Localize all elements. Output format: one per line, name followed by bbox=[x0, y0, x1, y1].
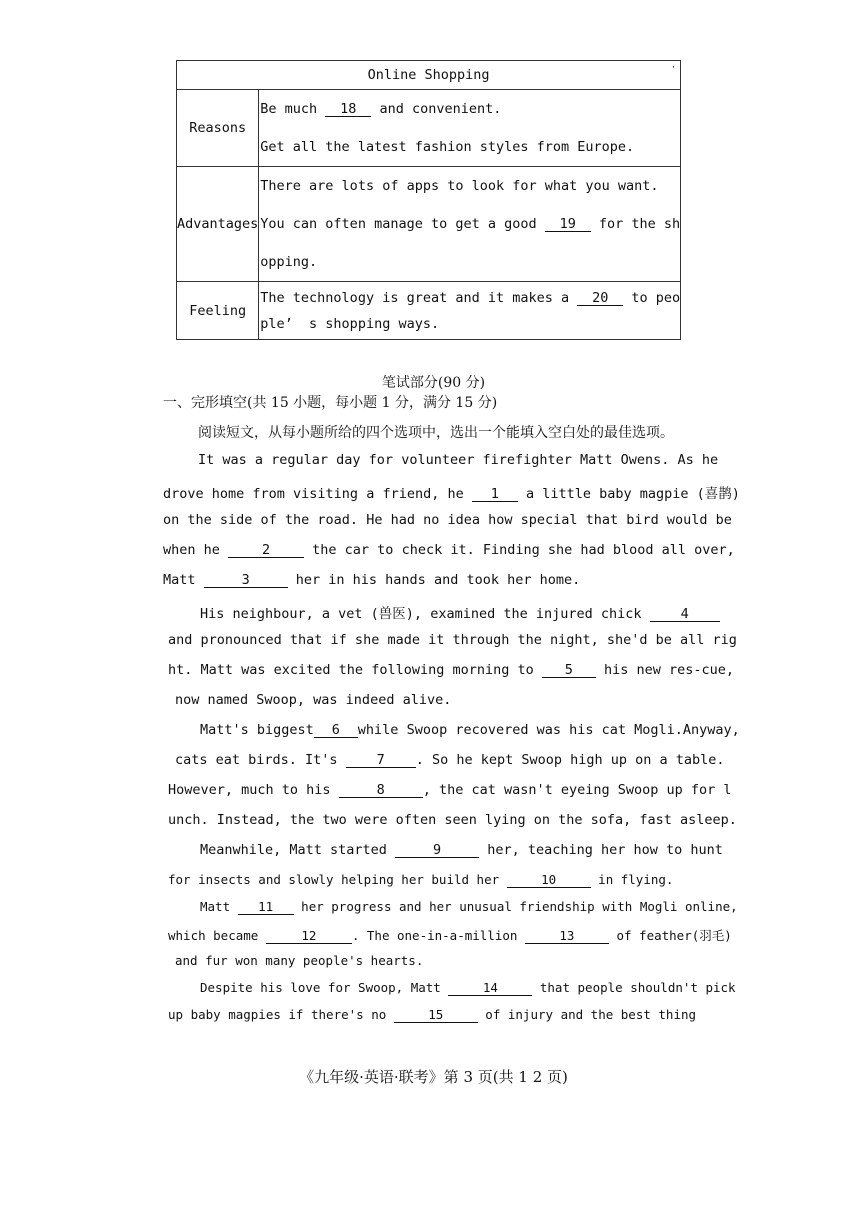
blank-18[interactable]: 18 bbox=[325, 102, 371, 117]
passage-line: up baby magpies if there's no 15 of injury and the best thing bbox=[168, 1007, 697, 1022]
blank-11[interactable]: 11 bbox=[238, 900, 294, 915]
blank-12[interactable]: 12 bbox=[266, 929, 352, 944]
blank-10[interactable]: 10 bbox=[507, 873, 591, 888]
row-content-advantages bbox=[259, 167, 681, 282]
passage-line: drove home from visiting a friend, he 1 a little baby magpie (喜鹊) bbox=[163, 486, 740, 502]
table-row bbox=[177, 90, 681, 167]
passage-line: for insects and slowly helping her build her 10 in flying. bbox=[168, 872, 674, 887]
table-title: Online Shopping bbox=[367, 67, 490, 83]
blank-7[interactable]: 7 bbox=[346, 753, 416, 768]
section-heading: 一、完形填空(共 15 小题，每小题 1 分，满分 15 分) bbox=[163, 395, 498, 411]
row-content-feeling bbox=[259, 282, 681, 340]
table-line: ple’ s shopping ways. bbox=[260, 315, 440, 332]
passage-line: and fur won many people's hearts. bbox=[175, 953, 424, 968]
passage-line: Matt 11 her progress and her unusual friendship with Mogli online, bbox=[200, 899, 738, 914]
passage-line: It was a regular day for volunteer firefighter Matt Owens. As he bbox=[198, 452, 719, 468]
table-line: You can often manage to get a good 19 for the sh bbox=[260, 216, 681, 232]
passage-line: when he 2 the car to check it. Finding she had blood all over, bbox=[163, 542, 735, 558]
blank-19[interactable]: 19 bbox=[545, 217, 591, 232]
blank-9[interactable]: 9 bbox=[395, 843, 479, 858]
table-line: opping. bbox=[260, 254, 318, 270]
passage-line: unch. Instead, the two were often seen lying on the sofa, fast asleep. bbox=[168, 812, 737, 828]
instructions: 阅读短文，从每小题所给的四个选项中，选出一个能填入空白处的最佳选项。 bbox=[198, 425, 674, 441]
blank-8[interactable]: 8 bbox=[339, 783, 423, 798]
table-line: There are lots of apps to look for what you want. bbox=[260, 178, 659, 194]
page-footer: 《九年级·英语·联考》第 3 页(共 1 2 页) bbox=[299, 1068, 568, 1086]
passage-line: on the side of the road. He had no idea how special that bird would be bbox=[163, 512, 732, 528]
table-line: Get all the latest fashion styles from Europe. bbox=[260, 139, 635, 155]
passage-line: now named Swoop, was indeed alive. bbox=[175, 692, 452, 708]
row-content-reasons bbox=[259, 90, 681, 167]
table-row bbox=[177, 282, 681, 340]
passage-line: Despite his love for Swoop, Matt 14 that people shouldn't pick bbox=[200, 980, 736, 995]
passage-line: However, much to his 8 , the cat wasn't eyeing Swoop up for l bbox=[168, 782, 732, 798]
blank-13[interactable]: 13 bbox=[525, 929, 609, 944]
passage-line: Meanwhile, Matt started 9 her, teaching her how to hunt bbox=[200, 842, 723, 858]
table-row bbox=[177, 167, 681, 282]
blank-15[interactable]: 15 bbox=[394, 1008, 478, 1023]
passage-line: His neighbour, a vet (兽医), examined the injured chick 4 bbox=[200, 602, 720, 622]
passage-line: which became 12 . The one-in-a-million 13 of feather(羽毛) bbox=[168, 928, 732, 943]
blank-6[interactable]: 6 bbox=[314, 723, 358, 738]
row-label-reasons: Reasons bbox=[177, 90, 259, 167]
blank-3[interactable]: 3 bbox=[204, 573, 288, 588]
row-label-feeling: Feeling bbox=[177, 282, 259, 340]
table-line: The technology is great and it makes a 20 to peo bbox=[260, 289, 681, 306]
blank-1[interactable]: 1 bbox=[472, 487, 518, 502]
row-label-advantages: Advantages bbox=[177, 167, 259, 282]
table-dot: · bbox=[670, 63, 677, 73]
passage-line: cats eat birds. It's 7 . So he kept Swoop high up on a table. bbox=[175, 752, 725, 768]
table-line: Be much 18 and convenient. bbox=[260, 101, 502, 117]
table-title-cell bbox=[177, 61, 681, 90]
online-shopping-table bbox=[176, 60, 681, 340]
section-title: 笔试部分(90 分) bbox=[381, 375, 486, 391]
passage-line: and pronounced that if she made it through the night, she'd be all rig bbox=[168, 632, 737, 648]
passage-line: Matt 3 her in his hands and took her home. bbox=[163, 572, 581, 588]
blank-14[interactable]: 14 bbox=[448, 981, 532, 996]
blank-2[interactable]: 2 bbox=[228, 543, 304, 558]
blank-5[interactable]: 5 bbox=[542, 663, 596, 678]
passage-line: Matt's biggest 6 while Swoop recovered was his cat Mogli.Anyway, bbox=[200, 722, 740, 738]
blank-20[interactable]: 20 bbox=[577, 291, 623, 306]
passage-line: ht. Matt was excited the following morning to 5 his new res-cue, bbox=[168, 662, 735, 678]
blank-4[interactable]: 4 bbox=[650, 607, 720, 622]
